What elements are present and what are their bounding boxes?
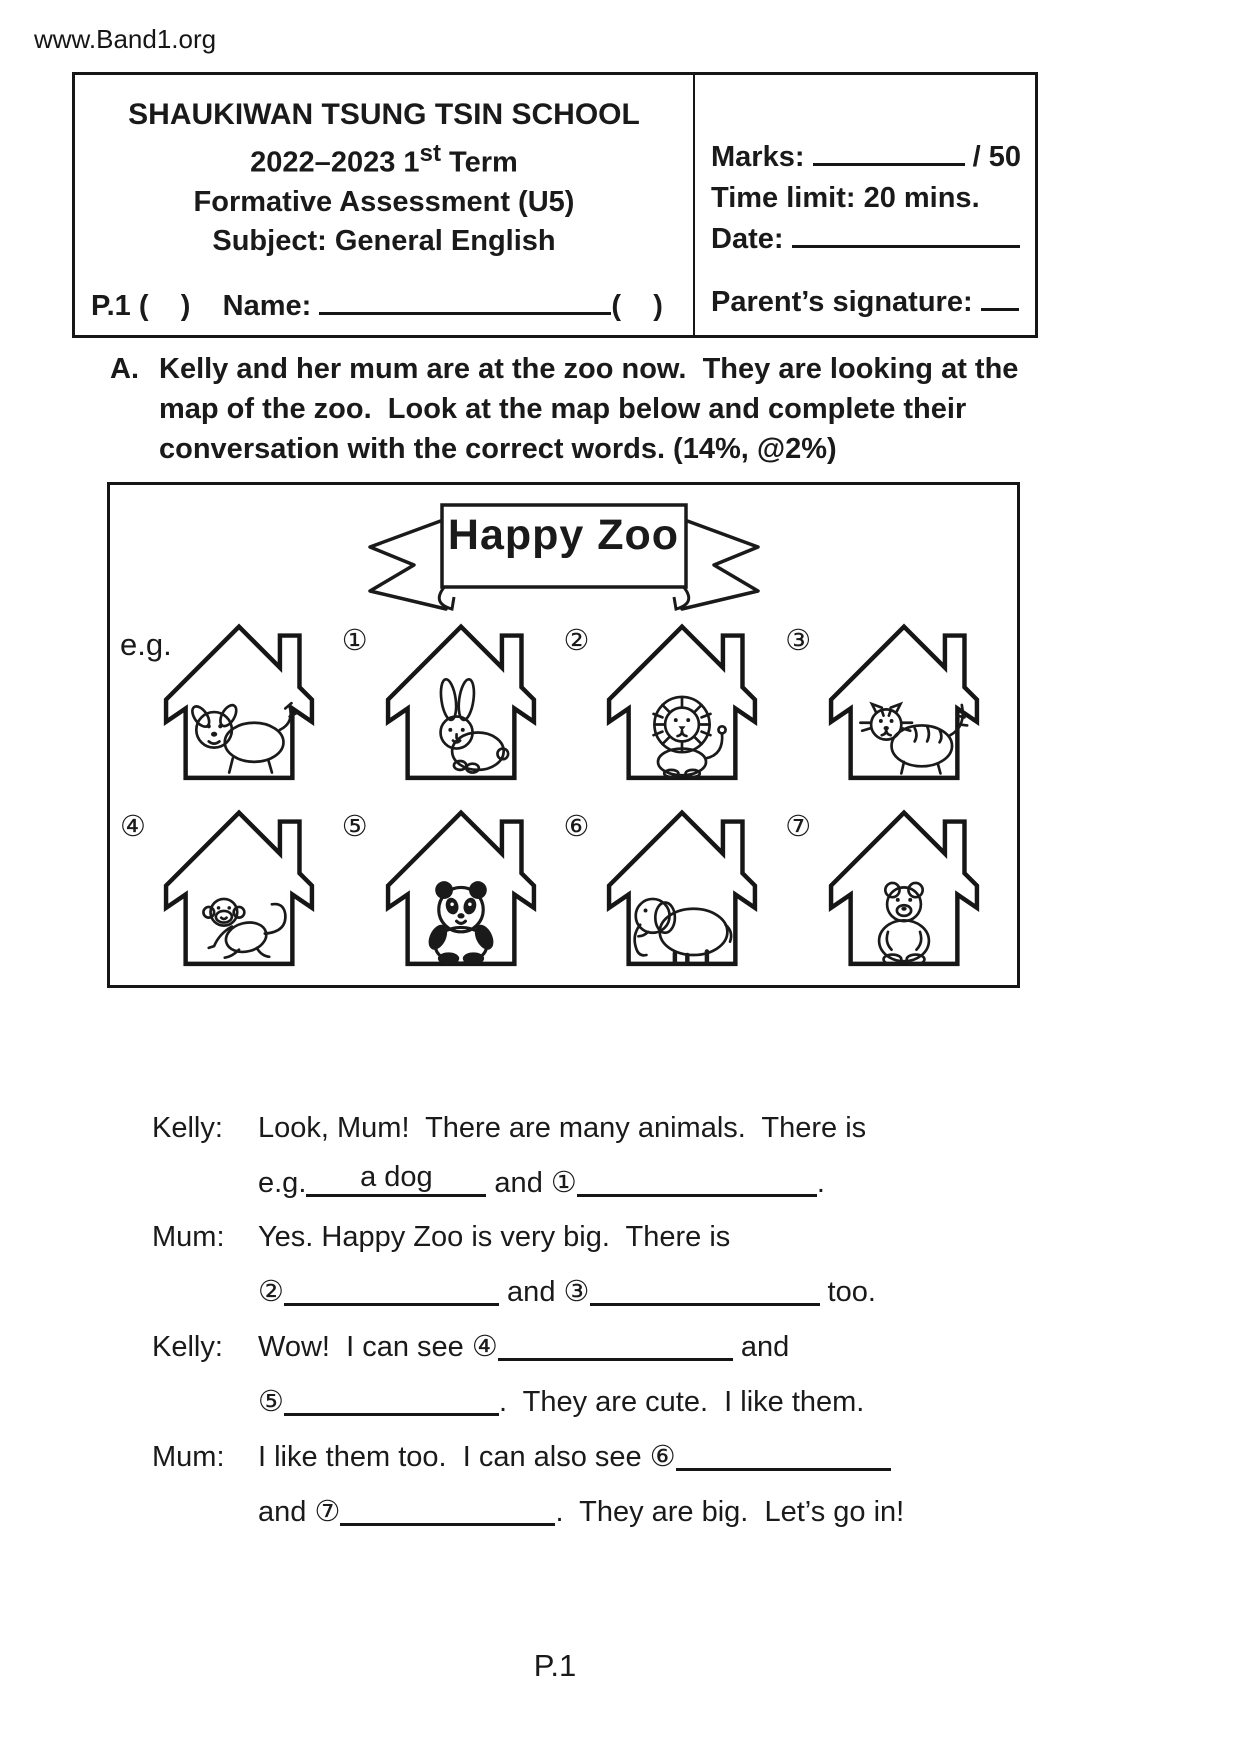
- dialogue-text: . They are cute. I like them.: [499, 1386, 865, 1418]
- term-superscript: st: [419, 140, 441, 167]
- animal-houses-grid: [120, 607, 1007, 979]
- assessment-line: Formative Assessment (U5): [193, 185, 575, 218]
- panda-illustration: [372, 802, 550, 971]
- dialogue-text: Wow! I can see: [258, 1331, 472, 1363]
- answer-blank: [590, 1276, 820, 1306]
- dialogue-text: I like them too. I can also see: [258, 1441, 650, 1473]
- exam-header-left: [75, 75, 695, 335]
- marks-row: [711, 137, 1021, 178]
- house-label: ⑤: [341, 809, 368, 843]
- bear-illustration: [815, 802, 993, 971]
- marks-blank: [813, 137, 965, 166]
- speaker-label: Mum:: [152, 1441, 225, 1473]
- zoo-map-box: [107, 482, 1020, 988]
- zoo-house-tiger: [785, 607, 1007, 793]
- marks-label: Marks:: [711, 141, 813, 173]
- dialogue-text: and: [499, 1276, 564, 1308]
- zoo-house-lion: [564, 607, 786, 793]
- dog-illustration: [150, 616, 328, 785]
- date-row: [711, 219, 1021, 260]
- dialogue-row: [152, 1271, 1102, 1312]
- dialogue-text: and: [732, 1331, 790, 1363]
- class-label: P.1 ( ): [91, 290, 223, 322]
- dialogue-text: too.: [819, 1276, 876, 1308]
- zoo-house-rabbit: [342, 607, 564, 793]
- zoo-house-monkey: [120, 793, 342, 979]
- answer-blank: [498, 1331, 733, 1361]
- dialogue-text: e.g.: [258, 1167, 307, 1199]
- lion-illustration: [593, 616, 771, 785]
- house-label: ③: [785, 623, 812, 657]
- dialogue-row: [152, 1217, 1102, 1257]
- rabbit-illustration: [372, 616, 550, 785]
- dialogue-row: [152, 1491, 1102, 1532]
- dialogue-row: [152, 1162, 1102, 1203]
- circled-number: ⑦: [314, 1494, 341, 1528]
- banner-title: Happy Zoo: [447, 511, 680, 559]
- zoo-house-dog: [120, 607, 342, 793]
- circled-number: ⑤: [258, 1384, 284, 1418]
- dialogue-text: Look, Mum! There are many animals. There is: [258, 1112, 867, 1144]
- circled-number: ③: [563, 1274, 590, 1308]
- house-label: ①: [341, 623, 368, 657]
- dialogue-text: and: [258, 1496, 315, 1528]
- speaker-label: Kelly:: [152, 1331, 223, 1363]
- circled-number: ⑥: [649, 1439, 676, 1473]
- speaker-label: Kelly:: [152, 1112, 223, 1144]
- conversation: [152, 1108, 1102, 1546]
- answer-blank: [577, 1167, 817, 1197]
- house-label: ⑦: [785, 809, 812, 843]
- time-limit-label: Time limit: 20 mins.: [711, 182, 980, 214]
- circled-number: ②: [258, 1274, 284, 1308]
- happy-zoo-banner: [364, 497, 764, 615]
- monkey-illustration: [150, 802, 328, 971]
- dialogue-text: Yes. Happy Zoo is very big. There is: [258, 1221, 731, 1253]
- school-name: SHAUKIWAN TSUNG TSIN SCHOOL: [128, 98, 640, 131]
- zoo-house-elephant: [564, 793, 786, 979]
- term-prefix: 2022–2023 1: [250, 146, 420, 179]
- parent-signature-label: Parent’s signature:: [711, 286, 981, 318]
- exam-header-right: [695, 75, 1035, 335]
- name-blank: [319, 286, 611, 315]
- name-paren: ( ): [611, 290, 663, 322]
- example-answer: a dog: [360, 1161, 433, 1193]
- name-label: Name:: [222, 290, 320, 322]
- answer-blank: [284, 1386, 499, 1416]
- elephant-illustration: [593, 802, 771, 971]
- parent-signature-row: [711, 282, 1021, 323]
- dialogue-row: [152, 1381, 1102, 1422]
- marks-total: / 50: [964, 141, 1021, 173]
- date-label: Date:: [711, 223, 792, 255]
- term-suffix: Term: [441, 146, 518, 179]
- site-watermark: www.Band1.org: [34, 24, 217, 54]
- term-line: [250, 134, 518, 183]
- answer-blank: [306, 1161, 486, 1197]
- house-label: e.g.: [120, 627, 172, 662]
- tiger-illustration: [815, 616, 993, 785]
- answer-blank: [340, 1496, 555, 1526]
- section-a-label: A.: [110, 353, 139, 385]
- dialogue-text: and: [486, 1167, 551, 1199]
- section-a: [110, 349, 1027, 469]
- house-label: ⑥: [563, 809, 590, 843]
- exam-header-box: [72, 72, 1038, 338]
- page-number: P.1: [533, 1648, 577, 1683]
- dialogue-text: .: [816, 1167, 825, 1199]
- circled-number: ④: [471, 1329, 498, 1363]
- time-limit-row: [711, 178, 1021, 219]
- circled-number: ①: [550, 1165, 577, 1199]
- speaker-label: Mum:: [152, 1221, 225, 1253]
- house-label: ②: [563, 623, 590, 657]
- dialogue-row: [152, 1436, 1102, 1477]
- dialogue-row: [152, 1108, 1102, 1148]
- class-name-row: [91, 286, 679, 323]
- date-blank: [792, 219, 1020, 248]
- zoo-house-bear: [785, 793, 1007, 979]
- zoo-house-panda: [342, 793, 564, 979]
- subject-line: Subject: General English: [212, 224, 556, 257]
- house-label: ④: [120, 809, 146, 843]
- answer-blank: [284, 1276, 499, 1306]
- dialogue-row: [152, 1326, 1102, 1367]
- parent-signature-blank: [981, 282, 1019, 311]
- answer-blank: [676, 1441, 891, 1471]
- dialogue-text: . They are big. Let’s go in!: [555, 1496, 905, 1528]
- section-a-instructions: Kelly and her mum are at the zoo now. They are looking at the map of the zoo. Look at the map below and complete their conversation with the correct words. (14%, @2%): [159, 353, 1027, 465]
